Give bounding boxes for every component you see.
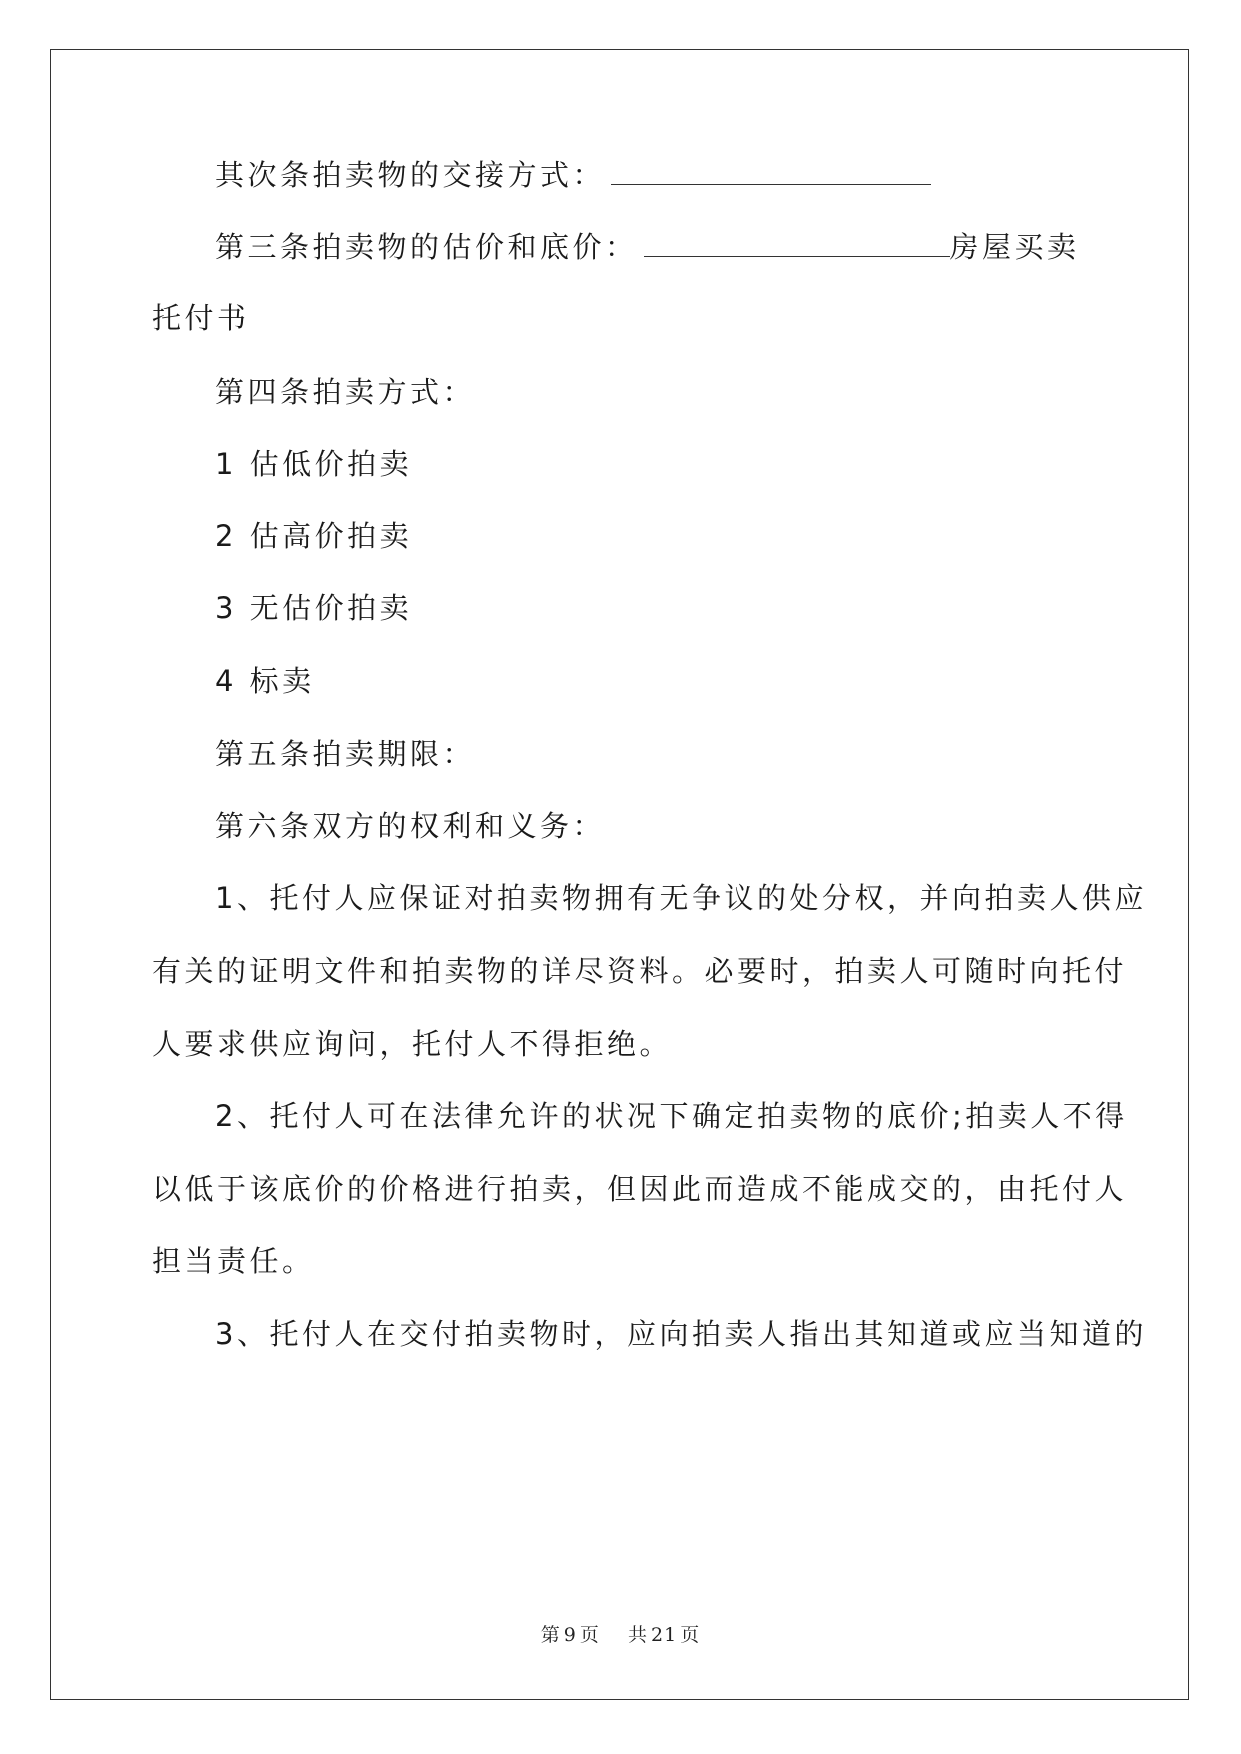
footer-page-suffix: 页: [579, 1624, 600, 1646]
list-item: 3 无估价拍卖: [215, 591, 413, 625]
fill-in-blank: [644, 226, 950, 257]
footer-page-number: 9: [563, 1624, 577, 1646]
paragraph-text: 其次条拍卖物的交接方式：: [215, 158, 606, 192]
paragraph-text: 第三条拍卖物的估价和底价：: [215, 230, 638, 264]
footer-total-suffix: 页: [680, 1624, 701, 1646]
paragraph-valuation: [215, 226, 1080, 267]
paragraph-line: 担当责任。: [152, 1244, 315, 1278]
paragraph-line: 3、托付人在交付拍卖物时，应向拍卖人指出其知道或应当知道的: [215, 1317, 1147, 1351]
paragraph-auction-period: 第五条拍卖期限：: [215, 737, 476, 771]
list-item: 1 估低价拍卖: [215, 447, 413, 481]
paragraph-line: 1、托付人应保证对拍卖物拥有无争议的处分权，并向拍卖人供应: [215, 881, 1147, 915]
paragraph-auction-methods: 第四条拍卖方式：: [215, 375, 476, 409]
paragraph-handover-method: [215, 154, 931, 195]
paragraph-line: 有关的证明文件和拍卖物的详尽资料。必要时，拍卖人可随时向托付: [152, 954, 1128, 988]
page-footer: [0, 1620, 1241, 1647]
paragraph-line: 以低于该底价的价格进行拍卖，但因此而造成不能成交的，由托付人: [152, 1172, 1128, 1206]
paragraph-line: 2、托付人可在法律允许的状况下确定拍卖物的底价;拍卖人不得: [215, 1099, 1128, 1133]
list-item: 4 标卖: [215, 664, 315, 698]
fill-in-blank: [611, 154, 931, 185]
paragraph-line: 人要求供应询问，托付人不得拒绝。: [152, 1027, 673, 1061]
page-border: [50, 49, 1189, 1700]
paragraph-text-continued: 房屋买卖: [949, 230, 1080, 264]
footer-total-pages: 21: [651, 1624, 678, 1646]
paragraph-line: 托付书: [152, 301, 250, 335]
footer-total-prefix: 共: [628, 1624, 649, 1646]
footer-page-prefix: 第: [540, 1624, 561, 1646]
list-item: 2 估高价拍卖: [215, 519, 413, 553]
paragraph-rights-obligations: 第六条双方的权利和义务：: [215, 809, 606, 843]
